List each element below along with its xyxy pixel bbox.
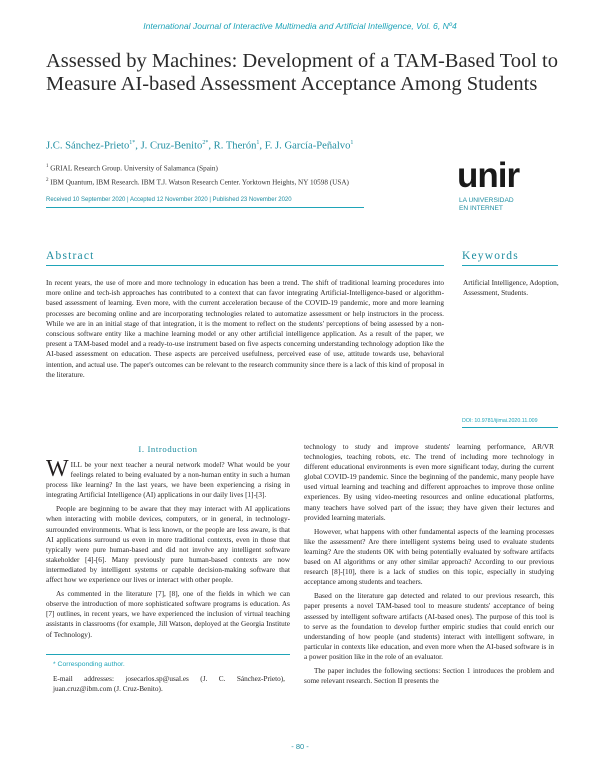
doi-link[interactable]: DOI: 10.9781/ijimai.2020.11.009 <box>462 418 538 424</box>
author-list: J.C. Sánchez-Prieto$^{1*}$, J. Cruz-Benito$^{2*}$, R. Therón$^1$, F. J. García-Peñalvo$^1$ <box>46 140 354 152</box>
divider <box>462 265 558 266</box>
divider <box>46 265 444 266</box>
corresponding-author-emails: E-mail addresses: josecarlos.sp@usal.es (J. C. Sánchez-Prieto), juan.cruz@ibm.com (J. Cruz-Benito). <box>53 675 285 694</box>
author-name: J.C. Sánchez-Prieto <box>46 140 130 152</box>
paper-title: Assessed by Machines: Development of a TAM-Based Tool to Measure AI-based Assessment Acceptance Among Students <box>46 50 558 95</box>
journal-header: International Journal of Interactive Multimedia and Artificial Intelligence, Vol. 6, Nº4 <box>143 21 457 31</box>
divider <box>462 427 558 428</box>
keywords-text: Artificial Intelligence, Adoption, Assessment, Students. <box>463 278 559 298</box>
author-affiliation-mark: 1* <box>129 140 136 146</box>
keywords-heading: Keywords <box>462 250 519 262</box>
footnote-divider <box>46 654 290 655</box>
paragraph: As commented in the literature [7], [8], one of the fields in which we can observe the introduction of more sophisticated software programs is education. As [7] outlines, in recent years, we have experienced the inclusion of virtual teaching assistants in classrooms (for example, Jill Watson, deployed at the Georgia Institute of Technology). <box>46 590 290 639</box>
introduction-heading: I. Introduction <box>138 444 198 454</box>
paragraph: People are beginning to be aware that they may interact with AI applications when interacting with mobile devices, computers, or in general, in technology-surrounded environments. What is less known, or the people are less aware, is that AI applications surround us even in more traditional contexts, even in those that typically were pure human-based and did not involve any intelligent software stakeholder [4]-[6]. Many previously pure human-based contexts are now intermediated by intelligent systems or capable decision-making software that affect how we experience our lives or interact with other people. <box>46 505 290 585</box>
author-name: F. J. García-Peñalvo <box>264 140 351 152</box>
paragraph: WILL be your next teacher a neural network model? What would be your feelings related to being evaluated by a non-human entity in such a human process like learning? In the last years, we have been experiencing a rising in integrating Artificial Intelligence (AI) applications in our daily lives [1]-[3]. <box>46 456 290 500</box>
affiliation-1: $^1$ GRIAL Research Group. University of Salamanca (Spain) <box>46 164 218 173</box>
paragraph: However, what happens with other fundamental aspects of the learning processes like the assessment? Are there intelligent systems being used to evaluate students learning? Are the students OK with being potentially evaluated by software artifacts based on AI algorithms or any other similar approach? According to our previous research [8]-[10], there is a lack of studies on this topic, especially in studying acceptance among students and teachers. <box>304 527 554 587</box>
intro-column-left <box>46 456 290 640</box>
paragraph: The paper includes the following sections: Section 1 introduces the problem and some relevant research. Section II presents the <box>304 666 554 686</box>
author-affiliation-mark: 2* <box>202 140 209 146</box>
author-name: R. Therón <box>213 140 257 152</box>
unir-logo-tagline: LA UNIVERSIDAD EN INTERNET <box>459 197 514 212</box>
unir-logo: unir <box>457 156 520 195</box>
page-number: - 80 - <box>291 742 309 751</box>
author-affiliation-mark: 1 <box>256 140 260 146</box>
affiliation-2: $^2$ IBM Quantum, IBM Research. IBM T.J. Watson Research Center. Yorktown Heights, NY 10598 (USA) <box>46 178 349 187</box>
abstract-heading: Abstract <box>46 250 95 262</box>
publication-dates: Received 10 September 2020 | Accepted 12 November 2020 | Published 23 November 2020 <box>46 197 292 203</box>
abstract-text: In recent years, the use of more and more technology in education has been a trend. The shift of traditional learning procedures into more online and tech-ish approaches has contributed to a context that can favor integrating Artificial-Intelligence-based or algorithm-based assessment of learning. Even more, with the current acceleration because of the COVID-19 pandemic, more and more learning processes are becoming online and are incorporating technologies related to automatize assessment or help instructors in the process. While we are in an initial stage of that integration, it is the moment to reflect on the students' perceptions of being assessed by a non-conscious software entity like a machine learning model or any other artificial intelligence application. As a result of the paper, we present a TAM-based model and a ready-to-use instrument based on five aspects concerning understanding technology adoption like the AI-based assessment on education. These aspects are perceived usefulness, perceived ease of use, attitude towards use, behavioral intention, and actual use. The paper's outcomes can be relevant to the research community since there is a lack of this kind of proposal in the literature. <box>46 279 444 379</box>
author-affiliation-mark: 1 <box>350 140 354 146</box>
paragraph: Based on the literature gap detected and related to our previous research, this paper presents a novel TAM-based tool to measure students' acceptance of being assessed by intelligent software artifacts (AI-based ones). The purpose of this tool is to serve as the foundation to develop further empiric studies that could enrich our understanding of how people (and students) interact with intelligent software, in particular in contexts like education, and even more when the AI-based software is in a power position like in the role of an evaluator. <box>304 592 554 661</box>
intro-column-right <box>304 442 554 686</box>
corresponding-author-label: * Corresponding author. <box>53 661 125 668</box>
author-name: J. Cruz-Benito <box>140 140 203 152</box>
drop-cap: W <box>46 456 69 482</box>
paragraph: technology to study and improve students' learning performance, AR/VR technologies, teaching robots, etc. The trend of including more technology in different educational environments is even more significant today, during the current global COVID-19 pandemic. Since the beginning of the pandemic, many people have used virtual learning and teaching and different approaches to improve those online experiences. By using video-meeting resources and online educational platforms, many teachers have solved part of the issue; they have given their lectures and provided learning materials. <box>304 443 554 522</box>
divider <box>46 207 364 208</box>
